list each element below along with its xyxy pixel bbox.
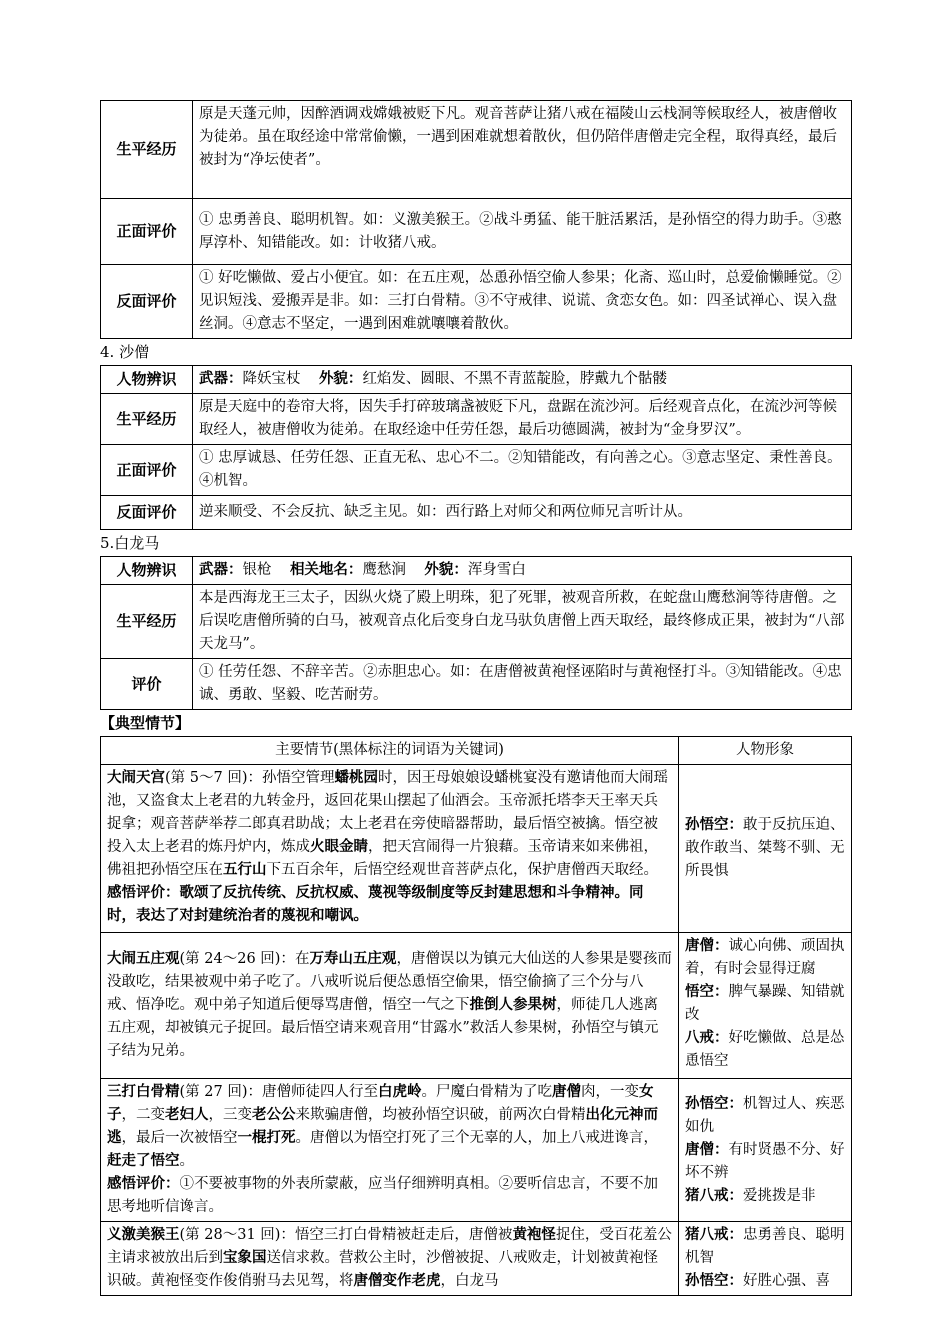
character-name: 孙悟空： — [685, 1273, 743, 1289]
character-name: 悟空： — [685, 984, 729, 1000]
plot-text-part: 肉，一变 — [580, 1084, 639, 1100]
plot-keyword: 火眼金睛 — [310, 839, 368, 855]
plot-text-part: 。尸魔白骨精为了吃 — [421, 1084, 552, 1100]
plot-keyword: 出化元神而逃 — [107, 1107, 658, 1146]
character-name: 孙悟空： — [685, 817, 743, 833]
plot-text-part: ，师徒几人逃离五庄观，却被镇元子捉回。最后悟空请来观音用“甘露水”救活人参果树，孙悟空与镇元子结为兄弟。 — [107, 997, 659, 1059]
plot-text-part: ，二变 — [121, 1107, 165, 1123]
character-traits: 敢于反抗压迫、敢作敢当、桀骜不驯、无所畏惧 — [685, 817, 845, 879]
plot-text-part: 时，因王母娘娘设蟠桃宴没有邀请他而大闹瑶池，又盗食太上老君的九转金丹，返回花果山摆起了仙酒会。玉帝派托塔李天王率天兵捉拿；观音菩萨举荐二郎真君助战；太上老君在旁使暗器帮助，最后悟空被擒。悟空被投入太上老君的炼丹炉内，炼成 — [107, 770, 668, 855]
sha-id-label: 人物辨识 — [101, 366, 193, 394]
plot-chapters: (第 5～7 回)： — [165, 770, 262, 786]
plot-text — [101, 765, 679, 933]
plot-text-part: ，最后一次被悟空 — [121, 1130, 238, 1146]
plots-col1-header: 主要情节(黑体标注的词语为关键词) — [101, 737, 679, 765]
plot-keyword: 万寿山五庄观 — [309, 951, 397, 967]
plot-keyword: 老妇人 — [165, 1107, 209, 1123]
blm-bio: 本是西海龙王三太子，因纵火烧了殿上明珠，犯了死罪，被观音所救，在蛇盘山鹰愁涧等待唐僧。之后误吃唐僧所骑的白马，被观音点化后变身白龙马驮负唐僧上西天取经，最终修成正果，被封为“八部天龙马”。 — [193, 585, 852, 659]
plots-heading: 【典型情节】 — [100, 714, 191, 732]
plot-keyword: 五行山 — [223, 862, 267, 878]
character-traits: 机智过人、疾恶如仇 — [685, 1095, 845, 1135]
sha-seng-table — [100, 365, 852, 530]
character-name: 猪八戒： — [685, 1187, 743, 1204]
plot-text — [101, 1079, 679, 1222]
blm-eval: ① 任劳任怨、不辞辛苦。②赤胆忠心。如：在唐僧被黄袍怪诬陷时与黄袍怪打斗。③知错能改。④忠诚、勇敢、坚毅、吃苦耐劳。 — [193, 659, 852, 710]
plot-text-part: 唐僧师徒四人行至 — [261, 1084, 378, 1100]
sha-weapon: 降妖宝杖 — [242, 371, 301, 387]
sha-look-key: 外貌： — [318, 371, 363, 387]
blm-look-key: 外貌： — [424, 562, 468, 578]
plot-keyword: 宝象国 — [223, 1250, 267, 1266]
table-row — [101, 765, 852, 933]
plot-text-part: 孙悟空管理 — [261, 770, 335, 786]
plot-text-part: 。唐僧以为悟空打死了三个无辜的人，加上八戒进谗言， — [295, 1130, 658, 1146]
character-traits: 忠勇善良、聪明机智 — [685, 1227, 845, 1266]
plot-title: 三打白骨精 — [107, 1084, 180, 1100]
bailongma-table — [100, 556, 852, 710]
plot-keyword: 推倒人参果树 — [469, 997, 557, 1013]
blm-eval-label: 评价 — [101, 659, 193, 710]
character-name: 唐僧： — [685, 938, 729, 954]
blm-id — [193, 557, 852, 585]
plot-text-part: ，唐僧误以为镇元大仙送的人参果是婴孩而没敢吃，结果被观中弟子吃了。八戒听说后便怂恿悟空偷果，悟空偷摘了三个分与八戒、悟净吃。观中弟子知道后便辱骂唐僧，悟空一气之下 — [107, 951, 672, 1013]
plot-title: 义激美猴王 — [107, 1227, 180, 1243]
plot-keyword: 唐僧变作老虎 — [353, 1273, 441, 1289]
character-traits: 有时贤愚不分、好坏不辨 — [685, 1141, 845, 1181]
character-name: 唐僧： — [685, 1141, 729, 1158]
zhu-bajie-table — [100, 100, 852, 339]
plot-text-part: 在 — [294, 951, 310, 967]
plot-image — [679, 765, 852, 933]
plot-eval: 歌颂了反抗传统、反抗权威、蔑视等级制度等反封建思想和斗争精神。同时，表达了对封建统治者的蔑视和嘲讽。 — [107, 885, 644, 924]
sha-look: 红焰发、圆眼、不黑不青蓝靛脸，脖戴九个骷髅 — [362, 371, 667, 387]
plot-eval-key: 感悟评价： — [107, 885, 180, 901]
plot-text-part: 送信求救。营救公主时，沙僧被捉、八戒败走，计划被黄袍怪识破。黄袍怪变作俊俏驸马去见驾，将 — [107, 1250, 658, 1289]
plot-eval: ①不要被事物的外表所蒙蔽，应当仔细辨明真相。②要听信忠言，不要不加思考地听信谗言。 — [107, 1176, 658, 1215]
sha-bio: 原是天庭中的卷帘大将，因失手打碎玻璃盏被贬下凡，盘踞在流沙河。后经观音点化，在流沙河等候取经人，被唐僧收为徒弟。在取经途中任劳任怨，最后功德圆满，被封为“金身罗汉”。 — [193, 394, 852, 445]
plots-col2-header: 人物形象 — [679, 737, 852, 765]
table-row — [101, 933, 852, 1079]
blm-bio-label: 生平经历 — [101, 585, 193, 659]
zhu-bio: 原是天蓬元帅，因醉酒调戏嫦娥被贬下凡。观音菩萨让猪八戒在福陵山云栈洞等候取经人，被唐僧收为徒弟。虽在取经途中常常偷懒，一遇到困难就想着散伙，但仍陪伴唐僧走完全程，取得真经，最后被封为“净坛使者”。 — [193, 101, 852, 199]
plot-text-part: 下五百余年，后悟空经观世音菩萨点化，保护唐僧西天取经。 — [266, 862, 658, 878]
plot-keyword: 老公公 — [252, 1107, 296, 1123]
character-name: 孙悟空： — [685, 1095, 743, 1112]
plot-chapters: (第 24～26 回)： — [179, 951, 295, 967]
plot-text-part: ，白龙马 — [440, 1273, 499, 1289]
blm-weapon-key: 武器： — [199, 562, 243, 578]
blm-id-label: 人物辨识 — [101, 557, 193, 585]
character-traits: 诚心向佛、顽固执着，有时会显得迂腐 — [685, 938, 845, 977]
plot-keyword: 一棍打死 — [237, 1130, 296, 1146]
plot-text-part: ，把天宫闹得一片狼藉。玉帝请来如来佛祖，佛祖把孙悟空压在 — [107, 839, 658, 878]
blm-place: 鹰愁涧 — [362, 562, 406, 578]
plot-chapters: (第 28～31 回)： — [179, 1227, 295, 1243]
plot-text — [101, 933, 679, 1079]
table-row — [101, 1079, 852, 1222]
plot-keyword: 白虎岭 — [377, 1084, 422, 1100]
plot-title: 大闹五庄观 — [107, 951, 180, 967]
plot-keyword: 女子 — [107, 1084, 654, 1123]
character-traits: 脾气暴躁、知错就改 — [685, 984, 845, 1023]
character-traits: 好胜心强、喜 — [743, 1273, 830, 1289]
plot-image — [679, 1222, 852, 1296]
zhu-pos-label: 正面评价 — [101, 199, 193, 265]
sha-id — [193, 366, 852, 394]
plot-keyword: 赶走了悟空 — [107, 1153, 180, 1169]
plot-keyword: 唐僧 — [551, 1084, 581, 1100]
plot-keyword: 黄袍怪 — [512, 1227, 556, 1243]
blm-weapon: 银枪 — [242, 562, 272, 578]
sha-neg: 逆来顺受、不会反抗、缺乏主见。如：西行路上对师父和两位师兄言听计从。 — [193, 496, 852, 530]
blm-place-key: 相关地名： — [289, 562, 363, 578]
plots-table — [100, 736, 852, 1296]
plot-eval-key: 感悟评价： — [107, 1176, 180, 1192]
sha-pos: ① 忠厚诚恳、任劳任怨、正直无私、忠心不二。②知错能改，有向善之心。③意志坚定、秉性善良。④机智。 — [193, 445, 852, 496]
sha-weapon-key: 武器： — [199, 371, 243, 387]
zhu-neg-label: 反面评价 — [101, 265, 193, 339]
plot-text-part: ，三变 — [208, 1107, 252, 1123]
blm-look: 浑身雪白 — [467, 562, 526, 578]
zhu-neg: ① 好吃懒做、爱占小便宜。如：在五庄观，怂恿孙悟空偷人参果；化斋、巡山时，总爱偷懒睡觉。②见识短浅、爱搬弄是非。如：三打白骨精。③不守戒律、说谎、贪恋女色。如：四圣试禅心、误入盘丝洞。④意志不坚定，一遇到困难就嚷嚷着散伙。 — [193, 265, 852, 339]
plot-keyword: 蟠桃园 — [334, 770, 378, 786]
zhu-bio-label: 生平经历 — [101, 101, 193, 199]
sha-bio-label: 生平经历 — [101, 394, 193, 445]
plot-text-part: 捉住，受百花羞公主请求被放出后到 — [107, 1227, 672, 1266]
plot-image — [679, 933, 852, 1079]
plot-text — [101, 1222, 679, 1296]
plot-image — [679, 1079, 852, 1222]
plot-chapters: (第 27 回)： — [179, 1084, 262, 1100]
zhu-pos: ① 忠勇善良、聪明机智。如：义激美猴王。②战斗勇猛、能干脏活累活，是孙悟空的得力助手。③憨厚淳朴、知错能改。如：计收猪八戒。 — [193, 199, 852, 265]
sha-seng-heading: 4. 沙僧 — [100, 343, 150, 361]
plot-text-part: 。 — [179, 1153, 194, 1169]
page — [100, 100, 852, 1296]
character-name: 猪八戒： — [685, 1227, 743, 1243]
sha-pos-label: 正面评价 — [101, 445, 193, 496]
table-row — [101, 1222, 852, 1296]
character-traits: 好吃懒做、总是怂恿悟空 — [685, 1030, 845, 1069]
sha-neg-label: 反面评价 — [101, 496, 193, 530]
plot-text-part: 来欺骗唐僧，均被孙悟空识破，前两次白骨精 — [295, 1107, 586, 1123]
character-traits: 爱挑拨是非 — [743, 1187, 816, 1204]
plot-text-part: 悟空三打白骨精被赶走后，唐僧被 — [294, 1227, 513, 1243]
character-name: 八戒： — [685, 1030, 729, 1046]
bailongma-heading: 5.白龙马 — [100, 534, 160, 552]
plot-title: 大闹天宫 — [107, 770, 165, 786]
